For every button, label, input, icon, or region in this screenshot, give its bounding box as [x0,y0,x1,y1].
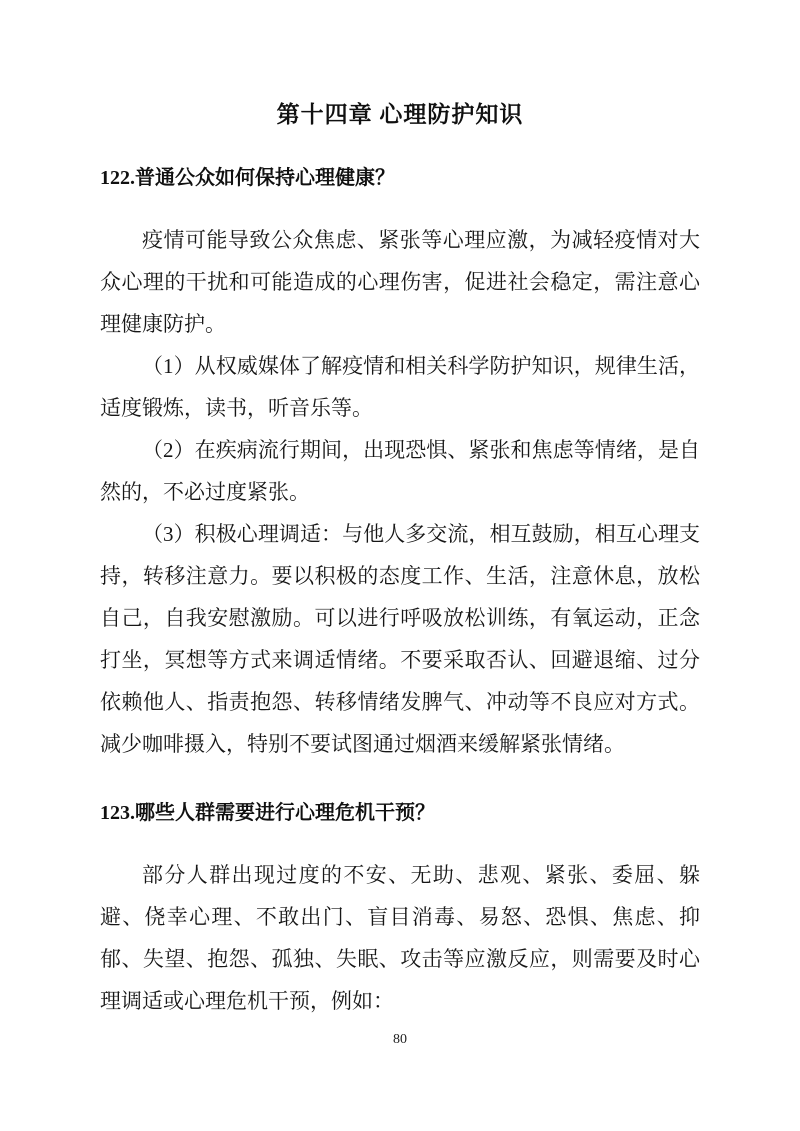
section-question-123 [100,799,700,1022]
page-number: 80 [393,1032,407,1047]
chapter-title: 第十四章 心理防护知识 [276,102,524,127]
section-question-122 [100,164,700,765]
question-122-heading: 122.普通公众如何保持心理健康？ [100,167,395,189]
paragraph-item-3: （3）积极心理调适：与他人多交流，相互鼓励，相互心理支持，转移注意力。要以积极的态度工作、生活，注意休息，放松自己，自我安慰激励。可以进行呼吸放松训练，有氧运动，正念打坐，冥想等方式来调适情绪。不要采取否认、回避退缩、过分依赖他人、指责抱怨、转移情绪发脾气、冲动等不良应对方式。减少咖啡摄入，特别不要试图通过烟酒来缓解紧张情绪。 [100,522,700,756]
paragraph-item-1: （1）从权威媒体了解疫情和相关科学防护知识，规律生活，适度锻炼，读书，听音乐等。 [100,354,700,420]
question-123-heading: 123.哪些人群需要进行心理危机干预？ [100,802,435,824]
paragraph-crisis-groups: 部分人群出现过度的不安、无助、悲观、紧张、委屈、躲避、侥幸心理、不敢出门、盲目消毒、易怒、恐惧、焦虑、抑郁、失望、抱怨、孤独、失眠、攻击等应激反应，则需要及时心理调适或心理危机干预，例如： [100,863,700,1013]
paragraph-intro: 疫情可能导致公众焦虑、紧张等心理应激，为减轻疫情对大众心理的干扰和可能造成的心理伤害，促进社会稳定，需注意心理健康防护。 [100,228,700,336]
paragraph-item-2: （2）在疾病流行期间，出现恐惧、紧张和焦虑等情绪，是自然的，不必过度紧张。 [100,438,700,504]
